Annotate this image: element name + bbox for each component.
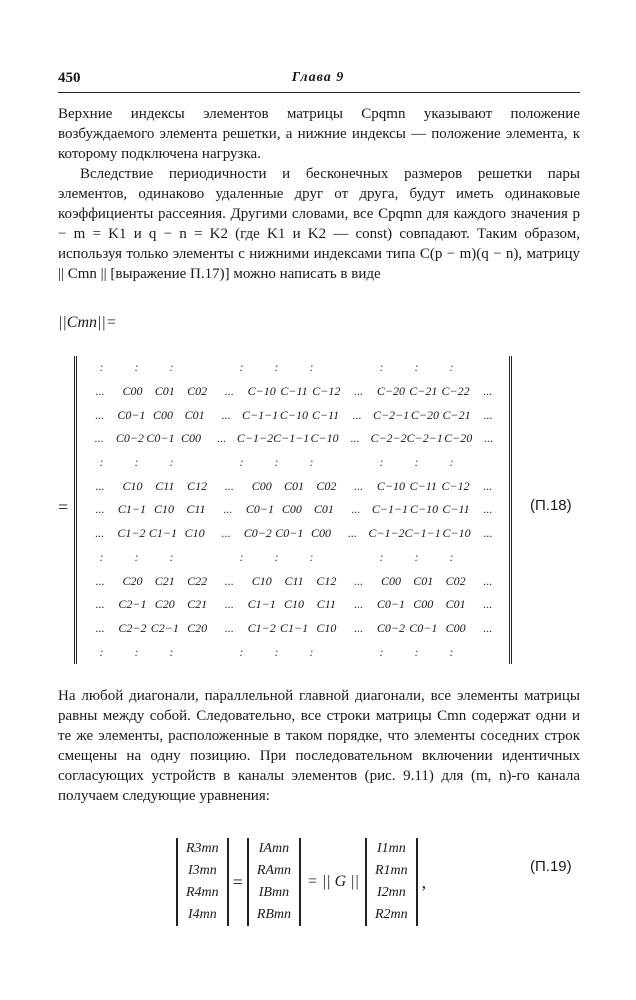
matrix-cell: ... xyxy=(95,573,105,588)
matrix-cell: C11 xyxy=(186,502,206,517)
matrix-cell: C11 xyxy=(284,573,304,588)
matrix-row xyxy=(84,403,504,427)
matrix-row xyxy=(84,451,504,475)
matrix-cell: ... xyxy=(224,620,234,635)
matrix-cell: : xyxy=(379,644,384,659)
matrix-cell: ... xyxy=(352,407,362,422)
matrix-cell: C20 xyxy=(187,620,208,635)
matrix-cell: ... xyxy=(95,597,105,612)
matrix-cell: : xyxy=(309,455,314,470)
matrix-grid xyxy=(84,356,504,664)
matrix-cell: ... xyxy=(483,573,493,588)
paragraph-3: На любой диагонали, параллельной главной диагонали, все элементы матрицы равны между собой. Следовательно, все строки матрицы Cmn содержат одни и те же элементы, расположенные в таком порядке, что элементы соседних строк смещены на одну позицию. При последовательном включении идентичных согласующих устройств в каналы элементов (рис. 9.11) для (m, n)-го канала получаем следующие уравнения: xyxy=(58,688,580,804)
matrix-cell: C10 xyxy=(251,573,272,588)
matrix-cell: C−2−1 xyxy=(372,407,410,422)
paragraph-2: Вследствие периодичности и бесконечных размеров решетки пары элементов, одинаково удаленные друг от друга, будут иметь одинаковые коэффициенты рассеяния. Другими словами, все Cpqmn для каждого значения p − m = K1 и q − n = K2 (где K1 и K2 — const) совпадают. Таким образом, используя только элементы с нижними индексами типа C(p − m)(q − n), матрицу || Cmn || [выражение П.17)] можно написать в виде xyxy=(58,166,580,282)
matrix-cell: : xyxy=(239,549,244,564)
matrix-cell: ... xyxy=(354,597,364,612)
matrix-cell: ... xyxy=(483,597,493,612)
matrix-cell: C−11 xyxy=(409,478,437,493)
vector-ia-rb xyxy=(247,838,301,926)
matrix-cell: : xyxy=(99,455,104,470)
matrix-cell: : xyxy=(414,455,419,470)
matrix-cell: ... xyxy=(95,526,105,541)
matrix-cell: C−20 xyxy=(410,407,439,422)
matrix-cell: : xyxy=(379,360,384,375)
matrix-cell: : xyxy=(274,360,279,375)
matrix-cell: : xyxy=(309,644,314,659)
matrix-row xyxy=(84,640,504,664)
matrix-cell: C01 xyxy=(445,597,466,612)
matrix-cell: : xyxy=(134,549,139,564)
matrix-cell: ... xyxy=(224,478,234,493)
matrix-cell: C12 xyxy=(316,573,337,588)
matrix-cell: C−22 xyxy=(441,384,470,399)
matrix-cell: ... xyxy=(354,620,364,635)
matrix-cell: C−1−1 xyxy=(404,526,441,541)
matrix-cell: ... xyxy=(224,384,234,399)
vector-entry: I1mn xyxy=(376,841,406,856)
matrix-cell: C00 xyxy=(122,384,143,399)
matrix-cell: : xyxy=(169,549,174,564)
matrix-cell: C22 xyxy=(187,573,208,588)
matrix-cell: : xyxy=(134,644,139,659)
matrix-cell: : xyxy=(274,549,279,564)
matrix-cell: C01 xyxy=(154,384,175,399)
matrix-cell: : xyxy=(449,360,454,375)
trailing-comma: , xyxy=(421,871,427,892)
vector-r3-i4 xyxy=(176,838,229,926)
matrix-cell: : xyxy=(99,360,104,375)
matrix-cell: ... xyxy=(95,502,105,517)
equation-intro: ||Cmn||= xyxy=(58,314,117,331)
matrix-cell: C−11 xyxy=(280,384,308,399)
matrix-cell: ... xyxy=(95,407,105,422)
matrix-cell: C10 xyxy=(122,478,143,493)
matrix-cell: C20 xyxy=(122,573,143,588)
matrix-cell: ... xyxy=(354,478,364,493)
vector-entry: R2mn xyxy=(375,907,408,922)
matrix-cell: C00 xyxy=(413,597,434,612)
matrix-cell: C2−1 xyxy=(118,597,147,612)
matrix-cell: C1−1 xyxy=(117,502,147,517)
matrix-cell: C−10 xyxy=(247,384,276,399)
matrix-cell: C−10 xyxy=(310,431,339,446)
matrix-cell: ... xyxy=(95,384,105,399)
matrix-cell: : xyxy=(239,644,244,659)
matrix-cell: : xyxy=(169,360,174,375)
matrix-cell: : xyxy=(309,549,314,564)
matrix-row xyxy=(84,474,504,498)
matrix-cell: C0−1 xyxy=(376,597,406,612)
matrix-cell: C00 xyxy=(310,526,331,541)
matrix-cell: C10 xyxy=(284,597,305,612)
matrix-cell: C0−2 xyxy=(243,526,272,541)
matrix-cell: ... xyxy=(354,384,364,399)
matrix-cell: ... xyxy=(483,526,493,541)
matrix-row xyxy=(84,593,504,617)
matrix-row xyxy=(84,569,504,593)
matrix-cell: ... xyxy=(224,597,234,612)
matrix-cell: : xyxy=(414,360,419,375)
matrix-cell: ... xyxy=(94,431,104,446)
matrix-cell: C00 xyxy=(251,478,272,493)
matrix-cell: C0−2 xyxy=(376,620,406,635)
matrix-cell: C21 xyxy=(187,597,208,612)
matrix-cell: C−21 xyxy=(409,384,438,399)
matrix-cell: : xyxy=(169,455,174,470)
matrix-cell: C−11 xyxy=(442,502,470,517)
matrix-cell: C02 xyxy=(445,573,466,588)
matrix-row xyxy=(84,427,504,451)
matrix-cell: C0−1 xyxy=(117,407,146,422)
matrix-row xyxy=(84,546,504,570)
vector-entry: I2mn xyxy=(376,885,406,900)
matrix-row xyxy=(84,356,504,380)
matrix-cell: : xyxy=(414,644,419,659)
matrix-cell: ... xyxy=(483,478,493,493)
matrix-cell: C10 xyxy=(316,620,337,635)
matrix-cell: ... xyxy=(223,502,233,517)
matrix-cell: ... xyxy=(483,407,493,422)
matrix-cell: C00 xyxy=(181,431,202,446)
matrix-cell: C−1−2 xyxy=(368,526,405,541)
matrix-cell: ... xyxy=(483,384,493,399)
matrix-cell: C2−1 xyxy=(150,620,179,635)
matrix-cell: C−10 xyxy=(376,478,406,493)
matrix-cell: ... xyxy=(484,431,494,446)
matrix-cell: C2−2 xyxy=(118,620,147,635)
matrix-cell: : xyxy=(274,644,279,659)
vector-entry: IAmn xyxy=(258,841,290,856)
matrix-cell: C1−1 xyxy=(279,620,309,635)
matrix-cell: C00 xyxy=(445,620,466,635)
matrix-cell: C1−2 xyxy=(247,620,276,635)
matrix-cell: : xyxy=(134,455,139,470)
matrix-cell: ... xyxy=(221,407,231,422)
matrix-cell: C0−1 xyxy=(409,620,438,635)
vector-entry: R4mn xyxy=(186,885,219,900)
vector-entry: RBmn xyxy=(256,907,292,922)
matrix-cell: : xyxy=(239,360,244,375)
matrix-cell: : xyxy=(449,455,454,470)
matrix-cell: C01 xyxy=(184,407,205,422)
vector-entry: R3mn xyxy=(186,841,219,856)
matrix-cell: C−10 xyxy=(410,502,439,517)
matrix-equals-sign: = xyxy=(58,497,69,517)
matrix-cell: C21 xyxy=(154,573,175,588)
matrix-cell: C02 xyxy=(316,478,337,493)
equation-number-p18: (П.18) xyxy=(530,497,572,514)
matrix-cell: C−12 xyxy=(441,478,470,493)
matrix-cell: : xyxy=(309,360,314,375)
matrix-cell: : xyxy=(99,644,104,659)
g-operator: = || G || xyxy=(307,873,359,890)
matrix-cell: ... xyxy=(217,431,227,446)
paragraph-1: Верхние индексы элементов матрицы Cpqmn указывают положение возбуждаемого элемента решетки, а нижние индексы — положение элемента, к которому подключена нагрузка. xyxy=(58,106,580,162)
equation-number-p19: (П.19) xyxy=(530,858,572,875)
matrix-row xyxy=(84,380,504,404)
matrix-cell: C1−2 xyxy=(117,526,146,541)
equation-p19 xyxy=(176,838,430,926)
matrix-cell: C00 xyxy=(152,407,173,422)
vector-entry: IBmn xyxy=(258,885,290,900)
matrix-row xyxy=(84,617,504,641)
matrix-cell: C0−1 xyxy=(245,502,274,517)
matrix-cell: : xyxy=(449,549,454,564)
matrix-cell: ... xyxy=(350,431,360,446)
matrix-cell: C−12 xyxy=(312,384,341,399)
matrix-cell: C1−1 xyxy=(247,597,276,612)
matrix-cell: C00 xyxy=(380,573,401,588)
matrix-cell: C01 xyxy=(313,502,334,517)
matrix-cell: C−1−1 xyxy=(371,502,409,517)
matrix-cell: ... xyxy=(95,478,105,493)
matrix-row xyxy=(84,498,504,522)
equals-sign: = xyxy=(232,871,243,892)
matrix-cell: ... xyxy=(221,526,231,541)
matrix-cell: ... xyxy=(348,526,358,541)
matrix-cell: C11 xyxy=(155,478,175,493)
matrix-cell: C0−1 xyxy=(275,526,304,541)
matrix-cell: C−21 xyxy=(442,407,471,422)
matrix-cell: C01 xyxy=(413,573,434,588)
matrix-cell: : xyxy=(379,455,384,470)
matrix-cell: : xyxy=(169,644,174,659)
matrix-cell: C11 xyxy=(316,597,336,612)
vector-i1-r2 xyxy=(365,838,418,926)
matrix-cell: C−20 xyxy=(376,384,406,399)
matrix-cell: C−1−1 xyxy=(273,431,310,446)
matrix-cell: : xyxy=(379,549,384,564)
vector-entry: R1mn xyxy=(375,863,408,878)
matrix-cell: ... xyxy=(354,573,364,588)
matrix-row xyxy=(84,522,504,546)
matrix-cell: C−2−1 xyxy=(406,431,443,446)
matrix-cell: C20 xyxy=(154,597,175,612)
page-number: 450 xyxy=(58,70,81,86)
header-rule xyxy=(58,92,580,93)
matrix-cell: C10 xyxy=(153,502,174,517)
vector-entry: I4mn xyxy=(187,907,217,922)
matrix-cell: : xyxy=(99,549,104,564)
matrix-cell: ... xyxy=(483,502,493,517)
matrix-cell: C−10 xyxy=(279,407,309,422)
vector-entry: I3mn xyxy=(187,863,217,878)
matrix-cell: C−11 xyxy=(311,407,340,422)
matrix-cell: C00 xyxy=(281,502,302,517)
matrix-cell: : xyxy=(274,455,279,470)
matrix-cell: ... xyxy=(351,502,361,517)
matrix-cell: : xyxy=(414,549,419,564)
matrix-cell: C0−2 xyxy=(115,431,144,446)
running-head: Глава 9 xyxy=(291,70,345,85)
vector-entry: RAmn xyxy=(256,863,292,878)
matrix-cell: C10 xyxy=(184,526,205,541)
matrix-cell: : xyxy=(239,455,244,470)
matrix-cell: ... xyxy=(95,620,105,635)
matrix-cell: : xyxy=(134,360,139,375)
matrix-cell: C01 xyxy=(284,478,305,493)
matrix-cell: C−1−1 xyxy=(241,407,279,422)
matrix-cell: C02 xyxy=(187,384,208,399)
matrix-cell: C−2−2 xyxy=(370,431,407,446)
matrix-cell: C−1−2 xyxy=(236,431,274,446)
matrix-cell: C1−1 xyxy=(148,526,178,541)
matrix-cell: C12 xyxy=(187,478,208,493)
matrix-cell: C0−1 xyxy=(146,431,175,446)
matrix-cell: C−10 xyxy=(442,526,471,541)
matrix-cell: ... xyxy=(483,620,493,635)
matrix-cell: C−20 xyxy=(444,431,473,446)
matrix-cell: : xyxy=(449,644,454,659)
matrix-cell: ... xyxy=(224,573,234,588)
